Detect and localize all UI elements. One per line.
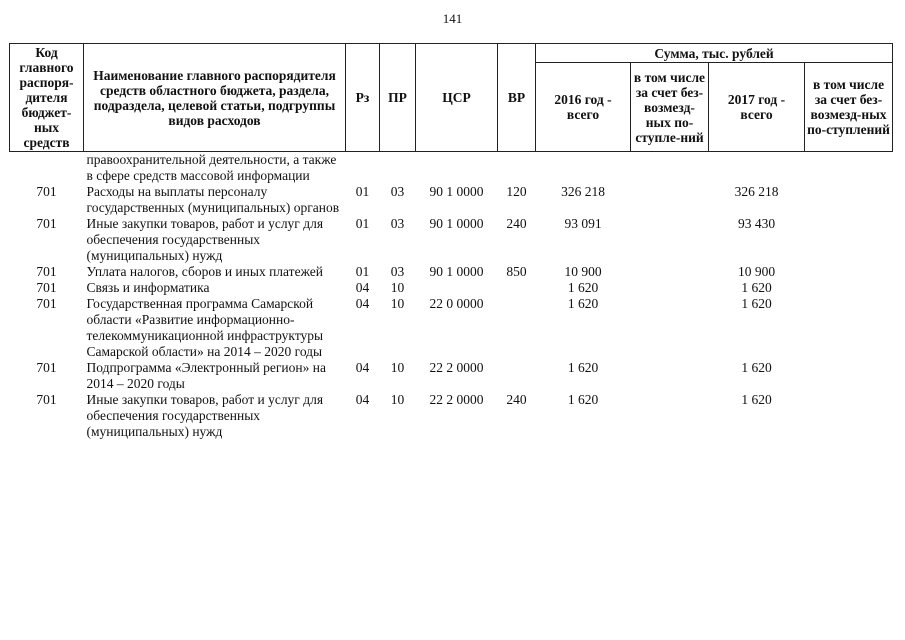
table-row — [10, 152, 893, 185]
table-header — [10, 44, 893, 152]
cell-csr: 90 1 0000 — [429, 216, 484, 231]
cell-rz: 01 — [355, 216, 370, 231]
cell-2017-total — [709, 152, 805, 185]
table-row — [10, 184, 893, 216]
cell-name: Подпрограмма «Электронный регион» на 2014 – 2020 годы — [86, 360, 326, 391]
cell-csr — [416, 280, 498, 296]
cell-2017-free — [805, 392, 893, 440]
header-code: Код главного распоря-дителя бюджет-ных средств — [10, 44, 84, 152]
cell-code: 701 — [36, 296, 57, 311]
table-row — [10, 392, 893, 440]
table-row — [10, 280, 893, 296]
cell-pr: 03 — [390, 184, 405, 199]
cell-vr: 120 — [506, 184, 527, 199]
cell-2017-free — [805, 296, 893, 360]
cell-2017-total: 93 430 — [737, 216, 776, 231]
cell-2016-free — [631, 152, 709, 185]
cell-csr: 90 1 0000 — [429, 264, 484, 279]
cell-code: 701 — [36, 264, 57, 279]
cell-vr — [498, 296, 536, 360]
cell-csr: 22 0 0000 — [429, 296, 484, 311]
cell-2016-total: 93 091 — [564, 216, 602, 231]
table-row — [10, 216, 893, 264]
table-body — [10, 152, 893, 441]
header-vr: ВР — [498, 44, 536, 152]
header-2017-free: в том числе за счет без-возмезд-ных по-ступлений — [805, 63, 893, 152]
cell-2017-total: 10 900 — [737, 264, 776, 279]
header-2016-free: в том числе за счет без-возмезд-ных по-ступле-ний — [631, 63, 709, 152]
cell-pr: 03 — [390, 216, 405, 231]
cell-2017-total: 1 620 — [741, 280, 772, 295]
cell-2017-free — [805, 280, 893, 296]
cell-name: Иные закупки товаров, работ и услуг для обеспечения государственных (муниципальных) нужд — [86, 216, 324, 263]
cell-csr: 22 2 0000 — [429, 360, 484, 375]
cell-vr — [498, 152, 536, 185]
cell-name: Иные закупки товаров, работ и услуг для обеспечения государственных (муниципальных) нужд — [86, 392, 324, 439]
cell-2016-free — [631, 360, 709, 392]
cell-2016-total: 1 620 — [567, 360, 599, 375]
header-pr: ПР — [380, 44, 416, 152]
cell-2017-free — [805, 360, 893, 392]
header-sum-group: Сумма, тыс. рублей — [536, 44, 893, 63]
cell-pr — [380, 152, 416, 185]
budget-table — [9, 43, 893, 440]
cell-2017-total: 1 620 — [741, 392, 772, 407]
cell-2016-total — [536, 152, 631, 185]
cell-2016-total: 1 620 — [567, 392, 599, 407]
cell-pr: 03 — [390, 264, 405, 279]
header-csr: ЦСР — [416, 44, 498, 152]
cell-code: 701 — [36, 392, 57, 407]
header-name: Наименование главного распорядителя средств областного бюджета, раздела, подраздела, целевой статьи, подгруппы видов расходов — [84, 44, 346, 152]
cell-name: Расходы на выплаты персоналу государственных (муниципальных) органов — [86, 184, 340, 215]
cell-csr: 90 1 0000 — [429, 184, 484, 199]
cell-rz: 04 — [355, 280, 370, 295]
cell-2017-total: 1 620 — [741, 360, 772, 375]
cell-2016-free — [631, 296, 709, 360]
cell-2016-total: 1 620 — [567, 296, 599, 311]
cell-code: 701 — [36, 216, 57, 231]
cell-vr — [498, 360, 536, 392]
cell-vr: 240 — [506, 392, 527, 407]
cell-code: 701 — [36, 280, 57, 295]
cell-name: Уплата налогов, сборов и иных платежей — [86, 264, 323, 279]
table-row — [10, 264, 893, 280]
cell-rz: 04 — [355, 392, 370, 407]
cell-2017-free — [805, 216, 893, 264]
cell-rz: 04 — [355, 360, 370, 375]
cell-2016-total: 1 620 — [567, 280, 599, 295]
cell-csr: 22 2 0000 — [429, 392, 484, 407]
cell-pr: 10 — [390, 280, 405, 295]
cell-2016-free — [631, 216, 709, 264]
cell-vr: 850 — [506, 264, 527, 279]
cell-name: Государственная программа Самарской области «Развитие информационно-телекоммуникационной инфраструктуры Самарской области» на 2014 – 2020 годы — [86, 296, 324, 359]
cell-csr — [416, 152, 498, 185]
cell-2017-free — [805, 152, 893, 185]
cell-2017-total: 1 620 — [741, 296, 772, 311]
cell-rz: 04 — [355, 296, 370, 311]
table-row — [10, 296, 893, 360]
cell-2016-total: 10 900 — [564, 264, 602, 279]
cell-rz: 01 — [355, 184, 370, 199]
cell-2016-total: 326 218 — [561, 184, 605, 199]
table-row — [10, 360, 893, 392]
header-2017-total: 2017 год - всего — [709, 63, 805, 152]
cell-name: правоохранительной деятельности, а также в сфере средств массовой информации — [86, 152, 337, 183]
cell-vr — [498, 280, 536, 296]
cell-code — [10, 152, 84, 185]
cell-code: 701 — [36, 360, 57, 375]
cell-rz: 01 — [355, 264, 370, 279]
cell-code: 701 — [36, 184, 57, 199]
cell-2016-free — [631, 184, 709, 216]
cell-2017-free — [805, 184, 893, 216]
cell-2017-free — [805, 264, 893, 280]
cell-rz — [346, 152, 380, 185]
header-2016-total: 2016 год - всего — [536, 63, 631, 152]
page-number: 141 — [442, 11, 463, 26]
cell-pr: 10 — [390, 392, 405, 407]
cell-2016-free — [631, 392, 709, 440]
cell-2016-free — [631, 264, 709, 280]
header-rz: Рз — [346, 44, 380, 152]
cell-name: Связь и информатика — [86, 280, 210, 295]
cell-pr: 10 — [390, 360, 405, 375]
cell-vr: 240 — [506, 216, 527, 231]
cell-2016-free — [631, 280, 709, 296]
cell-pr: 10 — [390, 296, 405, 311]
cell-2017-total: 326 218 — [734, 184, 779, 199]
